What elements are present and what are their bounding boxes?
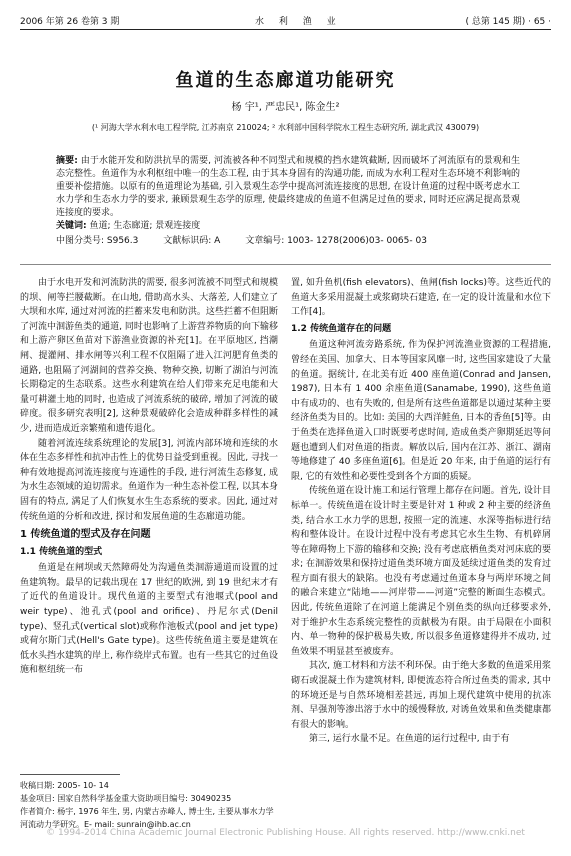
section-heading: 1 传统鱼道的型式及存在问题 [20,529,151,541]
article-title: 鱼道的生态廊道功能研究 [175,70,396,91]
footnote-fund: 基金项目: 国家自然科学基金重大资助项目编号: 30490235 [20,794,232,803]
keywords-text: 鱼道; 生态廊道; 景观连接度 [89,221,201,231]
body-paragraph: 传统鱼道在设计施工和运行管理上都存在问题。首先, 设计目标单一。传统鱼道在设计时主要是针对 1 种或 2 种主要的经济鱼类, 结合水工水力学的思想, 按照一定的流速、水深等指标进行结构和整体设计。在设计过程中没有考虑其它水生生物、有机碎屑等在障碍物上下游的输移和交换; 没有考虑底栖鱼类对河床底的要求; 在洄游效果和保持过道鱼类环境方面及延续过道鱼类的发育过程方面有很大的缺陷。也没有考虑通过鱼道本身与两岸环境之间的融合来建立“陆地——河岸带——河道”完整的断面生态模式。因此, 传统鱼道除了在河道上能满足个别鱼类的纵向迁移要求外, 对于维护水生态系统完整性的贡献极为有限。由于局限在小面积内、单一物种的保护极易失败, 所以很多鱼道修建得并不成功, 过鱼效果不明显甚至被废弃。 [291,486,551,657]
body-paragraph: 第三, 运行水量不足。在鱼道的运行过程中, 由于有 [309,734,510,745]
footnote-received: 收稿日期: 2005- 10- 14 [20,781,109,790]
footnote-rule [20,774,120,775]
left-column [20,276,278,678]
abstract-block [56,155,520,248]
body-paragraph: 随着河流连续系统理论的发展[3], 河流内部环境和连续的水体在生态多样性和抗冲击性上的优势日益受到重视。因此, 寻找一种有效地提高河流连接度与连通性的手段, 进行河流生态修复, 成为水生态领域的迫切需求。鱼道作为一种生态补偿工程, 以其本身固有的特点, 满足了人们恢复水生生态系统的要求。因此, 通过对传统鱼道的分析和改进, 探讨和发展鱼道的生态廊道功能。 [20,438,278,522]
abstract-text: 由于水能开发和防洪抗旱的需要, 河流被各种不同型式和规模的挡水建筑截断, 因而破坏了河流原有的景观和生态完整性。鱼道作为水利枢纽中唯一的生态工程, 由于其本身固有的沟通功能, 而成为水利工程对生态环境不利影响的重要补偿措施。以原有的鱼道理论为基础, 引入景观生态学中提高河流连接度的思想, 在设计鱼道的过程中既考虑水工水力学和生态水力学的要求, 兼顾景观生态学的原理, 使最终建成的鱼道不但满足过鱼的要求, 同时还应满足提高景观连接度的要求。 [56,156,520,218]
classification-line [56,235,520,248]
right-column [291,276,551,747]
body-paragraph: 置, 如升鱼机(fish elevators)、鱼闸(fish locks)等。这些近代的鱼道大多采用混凝土或浆砌块石建造, 在一定的设计流量和水位下工作[4]。 [291,278,551,318]
copyright-watermark: © 1994-2014 China Academic Journal Electronic Publishing House. All rights reserved. http://www.cnki.net [46,828,525,838]
subsection-heading: 1.2 传统鱼道存在的问题 [291,323,392,334]
body-paragraph: 鱼道这种河流旁路系统, 作为保护河流渔业资源的工程措施, 曾经在美国、加拿大、日本等国家风靡一时, 这些国家建设了大量的鱼道。据统计, 在北美有近 400 座鱼道(Conrad and Jansen, 1987), 日本有 1 400 余座鱼道(Sanamabe, 1990), 这些鱼道中有成功的、也有失败的, 但是所有这些鱼道都是以通过某种主要经济鱼类为目的。比如: 美国的大西洋鲑鱼, 日本的香鱼[5]等。由于鱼类在选择鱼道入口时既要考虑时间, 造成鱼类产卵期延迟等问题也遭到人们对鱼道的指责。解放以后, 国内在江苏、浙江、湖南等地修建了 40 多座鱼道[6]。但是近 20 年来, 由于鱼道的运行有限, 它的有效性和必要性受到各个方面的质疑。 [291,340,551,482]
body-paragraph: 其次, 施工材料和方法不利环保。由于绝大多数的鱼道采用浆砌石或混凝土作为建筑材料, 即便流态符合所过鱼类的需求, 其中的环境还是与自然环境相差甚远, 再加上现代建筑中使用的抗冻剂、早强剂等渗出溶于水中的缓慢释放, 对诱鱼效果和鱼类健康都有很大的影响。 [291,661,551,730]
document-code: 文献标识码: A [163,236,221,246]
classification-number: 中图分类号: S956.3 [56,236,139,246]
keywords-label: 关键词: [56,221,87,231]
header-page: ( 总第 145 期) · 65 · [465,17,551,27]
header-rule [20,29,551,30]
running-header [20,12,551,28]
abstract-paragraph [56,155,520,220]
article-number: 文章编号: 1003- 1278(2006)03- 0065- 03 [245,236,427,246]
body-paragraph: 鱼道是在闸坝或天然障碍处为沟通鱼类洄游通道而设置的过鱼建筑物。最早的记载出现在 17 世纪的欧洲, 到 19 世纪末才有了近代的鱼道设计。现代鱼道的主要型式有池堰式(pool and weir type)、池孔式(pool and orifice)、丹尼尔式(Denil type)、竖孔式(vertical slot)或称作池板式(pool and jet type)或荷尔斯门式(Hell's Gate type)。这些传统鱼道主要是建筑在低水头挡水建筑的岸上, 称作绕岸式布置。也有一些其它的过鱼设施和枢纽统一布 [20,563,278,676]
footnotes [20,779,278,831]
subsection-heading: 1.1 传统鱼道的型式 [20,546,103,557]
footnote-author-bio: 作者简介: 杨宇, 1976 年生, 男, 内蒙古赤峰人, 博士生, 主要从事水力学河流动力学研究。E- mail: sunrain@ihb.ac.cn [20,807,274,829]
article-affiliation: (¹ 河海大学水利水电工程学院, 江苏南京 210024; ² 水利部中国科学院水工程生态研究所, 湖北武汉 430079) [91,123,480,132]
body-paragraph: 由于水电开发和河流防洪的需要, 很多河流被不同型式和规模的坝、闸等拦腰截断。在山地, 借助高水头、大落差, 人们建立了大坝和水库, 通过对河流的拦蓄来发电和防洪。这些拦蓄不但阻断了河流中洄游鱼类的通道, 同时也影响了上游营养物质的向下输移和上游产卵区鱼苗对下游渔业资源的补充[1]。在平原地区, 挡潮闸、提灌闸、排水闸等兴利工程不仅阻隔了进入江河肥育鱼类的通路, 也阻隔了河湖间的营养交换、物种交换, 切断了湖泊与河流长期稳定的生态联系。这些水利建筑在给人们带来充足电能和大量可耕灌土地的同时, 也造成了河流系统的破碎, 增加了河流的破碎度。很多研究表明[2], 这种景观破碎化会造成种群多样性的减少, 进而造成近亲繁殖和遗传退化。 [20,278,278,434]
abstract-label: 摘要: [56,156,78,166]
keywords-line [56,220,520,233]
abstract-rule [20,264,551,265]
article-authors: 杨 宇¹, 严忠民¹, 陈金生² [231,102,340,113]
header-journal: 水 利 渔 业 [255,17,342,27]
header-issue: 2006 年第 26 卷第 3 期 [20,17,120,27]
